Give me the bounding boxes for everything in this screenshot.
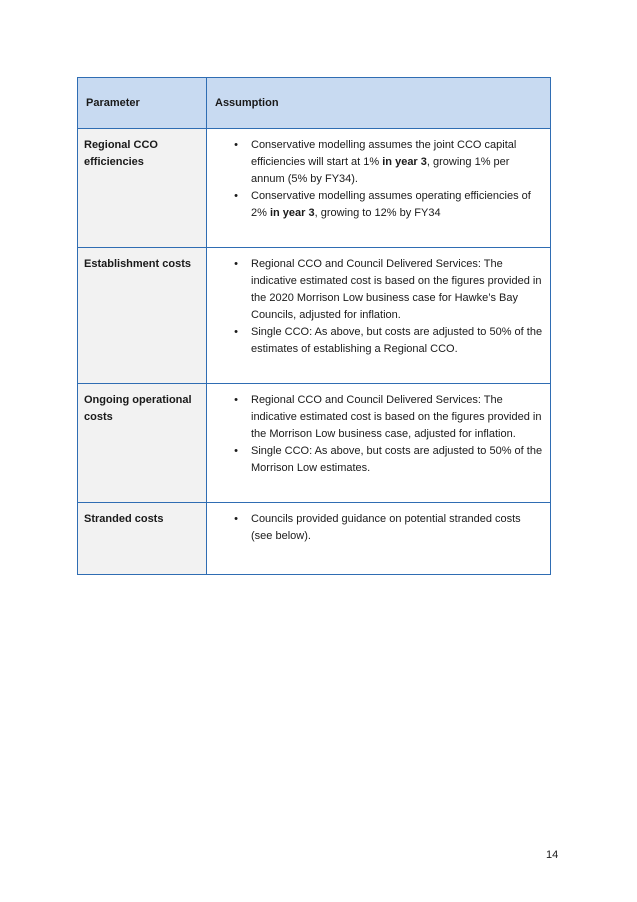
table-row	[78, 129, 551, 248]
parameter-cell: Ongoing operational costs	[78, 384, 207, 503]
bullet-dot-icon: •	[234, 190, 238, 202]
bullet-item	[207, 324, 544, 358]
parameter-cell: Establishment costs	[78, 248, 207, 384]
table-header-row	[78, 78, 551, 129]
bullet-item	[207, 256, 544, 324]
bullet-text: Single CCO: As above, but costs are adjusted to 50% of the Morrison Low estimates.	[251, 445, 543, 474]
bullet-text: Regional CCO and Council Delivered Services: The indicative estimated cost is based on the figures provided in the 2020 Morrison Low business case for Hawke’s Bay Councils, adjusted for inflation.	[251, 258, 542, 321]
assumptions-table	[77, 77, 551, 575]
bullet-item	[207, 137, 544, 188]
bullet-text: Single CCO: As above, but costs are adjusted to 50% of the estimates of establishing a Regional CCO.	[251, 326, 543, 355]
bullet-dot-icon: •	[234, 394, 238, 406]
table-row	[78, 384, 551, 503]
bullet-text-bold: in year 3	[382, 156, 427, 168]
bullet-list	[207, 511, 544, 545]
assumption-cell	[207, 129, 551, 248]
bullet-dot-icon: •	[234, 326, 238, 338]
page-number: 14	[546, 849, 559, 861]
bullet-text: , growing to 12% by FY34	[314, 207, 441, 219]
bullet-dot-icon: •	[234, 513, 238, 525]
bullet-text-bold: in year 3	[269, 207, 315, 219]
bullet-list	[207, 256, 544, 358]
bullet-dot-icon: •	[234, 445, 238, 457]
header-parameter: Parameter	[78, 78, 207, 129]
bullet-text: Conservative modelling assumes operating efficiencies of 2%	[251, 190, 531, 219]
bullet-list	[207, 392, 544, 477]
parameter-cell: Regional CCO efficiencies	[78, 129, 207, 248]
assumption-cell	[207, 384, 551, 503]
header-assumption: Assumption	[207, 78, 551, 129]
bullet-text: , growing 1% per annum (5% by FY34).	[251, 156, 510, 185]
assumption-cell	[207, 248, 551, 384]
parameter-cell: Stranded costs	[78, 503, 207, 575]
table-row	[78, 503, 551, 575]
bullet-item	[207, 188, 544, 222]
bullet-item	[207, 392, 544, 443]
bullet-item	[207, 511, 544, 545]
bullet-text: Regional CCO and Council Delivered Services: The indicative estimated cost is based on the figures provided in the Morrison Low business case, adjusted for inflation.	[251, 394, 542, 440]
bullet-text: Councils provided guidance on potential stranded costs (see below).	[251, 513, 521, 542]
bullet-dot-icon: •	[234, 139, 238, 151]
bullet-list	[207, 137, 544, 222]
bullet-text: Conservative modelling assumes the joint CCO capital efficiencies will start at 1%	[251, 139, 517, 168]
bullet-dot-icon: •	[234, 258, 238, 270]
table-row	[78, 248, 551, 384]
assumption-cell	[207, 503, 551, 575]
bullet-item	[207, 443, 544, 477]
